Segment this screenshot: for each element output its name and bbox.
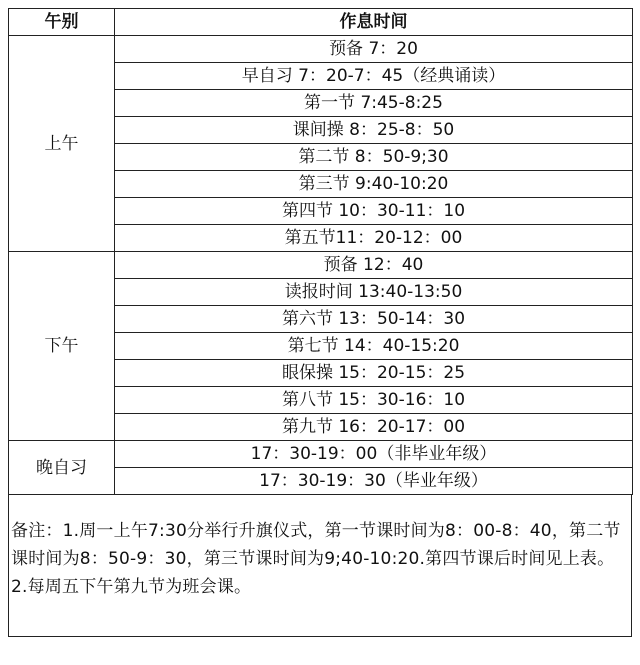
schedule-cell: 第六节 13：50-14：30: [115, 306, 633, 333]
schedule-cell: 第五节11：20-12：00: [115, 225, 633, 252]
schedule-cell: 眼保操 15：20-15：25: [115, 360, 633, 387]
table-row: [9, 252, 633, 279]
schedule-cell: 第一节 7:45-8:25: [115, 90, 633, 117]
schedule-cell: 第九节 16：20-17：00: [115, 414, 633, 441]
schedule-cell: 17：30-19：00（非毕业年级）: [115, 441, 633, 468]
table-row: [9, 441, 633, 468]
schedule-cell: 预备 7：20: [115, 36, 633, 63]
header-period: 午别: [9, 9, 115, 36]
schedule-cell: 第二节 8：50-9;30: [115, 144, 633, 171]
schedule-cell: 第四节 10：30-11：10: [115, 198, 633, 225]
schedule-cell: 第三节 9:40-10:20: [115, 171, 633, 198]
schedule-cell: 读报时间 13:40-13:50: [115, 279, 633, 306]
table-row: [9, 36, 633, 63]
period-evening: 晚自习: [9, 441, 115, 495]
schedule-cell: 早自习 7：20-7：45（经典诵读）: [115, 63, 633, 90]
schedule-cell: 第七节 14：40-15:20: [115, 333, 633, 360]
schedule-document: [8, 8, 632, 658]
notes-paragraph: 备注：1.周一上午7:30分举行升旗仪式，第一节课时间为8：00-8：40，第二节课时间为8：50-9：30，第三节课时间为9;40-10:20.第四节课后时间见上表。2.每周五下午第九节为班会课。: [8, 495, 632, 637]
schedule-table: [8, 8, 633, 495]
schedule-cell: 第八节 15：30-16：10: [115, 387, 633, 414]
schedule-cell: 预备 12：40: [115, 252, 633, 279]
period-morning: 上午: [9, 36, 115, 252]
schedule-cell: 17：30-19：30（毕业年级）: [115, 468, 633, 495]
header-row: [9, 9, 633, 36]
schedule-cell: 课间操 8：25-8：50: [115, 117, 633, 144]
period-afternoon: 下午: [9, 252, 115, 441]
header-schedule: 作息时间: [115, 9, 633, 36]
